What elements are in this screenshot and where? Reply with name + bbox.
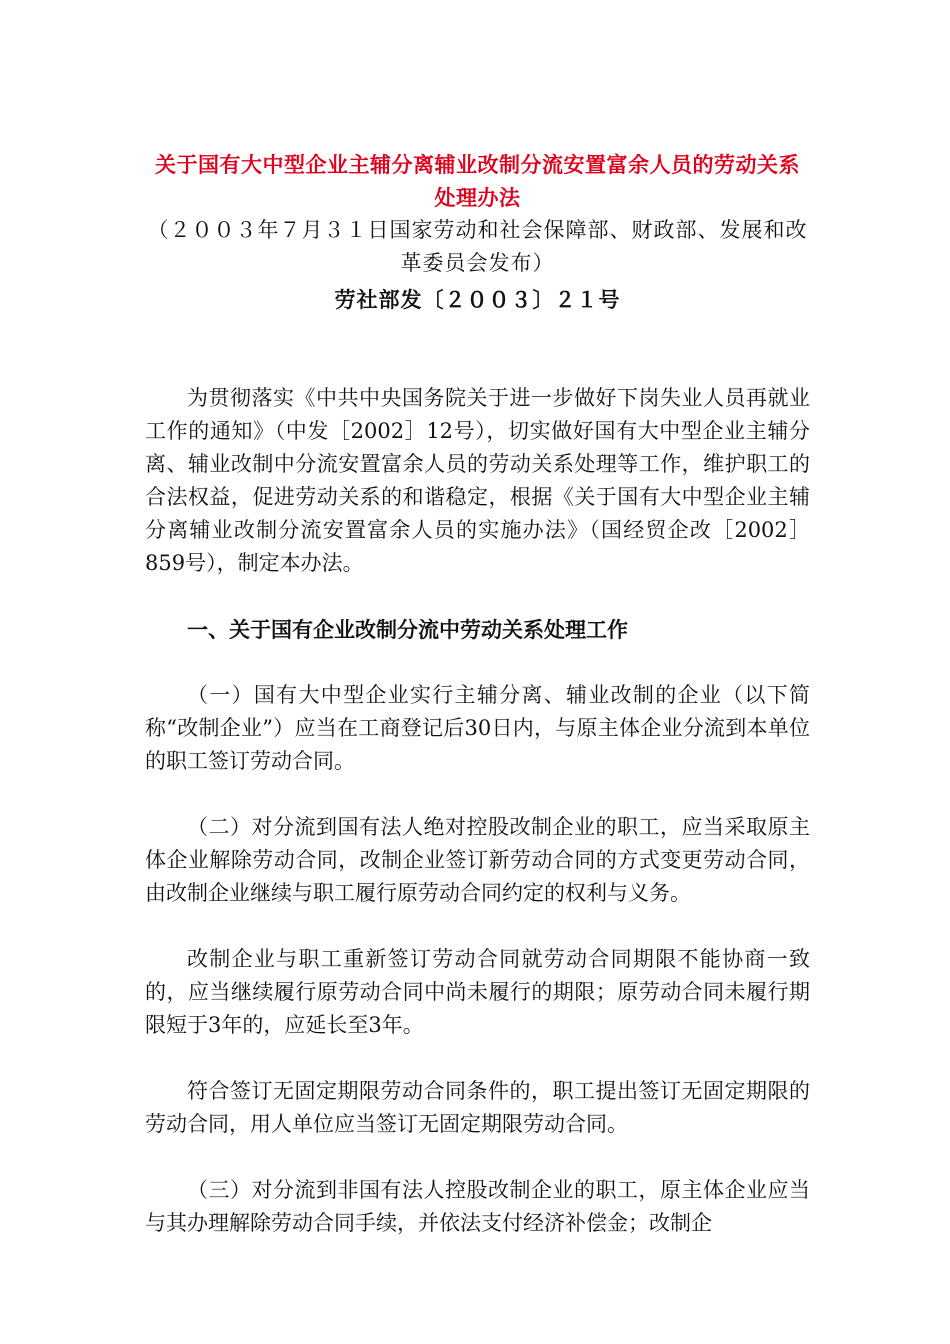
spacer [145, 1042, 810, 1075]
spacer [145, 580, 810, 613]
intro-paragraph: 为贯彻落实《中共中央国务院关于进一步做好下岗失业人员再就业工作的通知》（中发［2002］12号），切实做好国有大中型企业主辅分离、辅业改制中分流安置富余人员的劳动关系处理等工作，维护职工的合法权益，促进劳动关系的和谐稳定，根据《关于国有大中型企业主辅分离辅业改制分流安置富余人员的实施办法》（国经贸企改［2002］859号），制定本办法。 [145, 386, 810, 575]
section-heading: 一、关于国有企业改制分流中劳动关系处理工作 [187, 617, 628, 642]
paragraph-item-1: （一）国有大中型企业实行主辅分离、辅业改制的企业（以下简称“改制企业”）应当在工商登记后30日内，与原主体企业分流到本单位的职工签订劳动合同。 [145, 683, 810, 773]
spacer [145, 316, 810, 382]
spacer [145, 1141, 810, 1174]
paragraph-item-3: （三）对分流到非国有法人控股改制企业的职工，原主体企业应当与其办理解除劳动合同手续，并依法支付经济补偿金；改制企 [145, 1178, 810, 1235]
spacer [145, 778, 810, 811]
document-subtitle: （２００３年７月３１日国家劳动和社会保障部、财政部、发展和改革委员会发布） [147, 218, 808, 275]
spacer [145, 910, 810, 943]
document-number: 劳社部发〔２００３〕２１号 [334, 287, 621, 312]
document-page [145, 148, 810, 1240]
document-title: 关于国有大中型企业主辅分离辅业改制分流安置富余人员的劳动关系处理办法 [155, 152, 800, 210]
paragraph-item-2-openended: 符合签订无固定期限劳动合同条件的，职工提出签订无固定期限的劳动合同，用人单位应当签订无固定期限劳动合同。 [145, 1079, 810, 1136]
paragraph-item-2-term: 改制企业与职工重新签订劳动合同就劳动合同期限不能协商一致的，应当继续履行原劳动合同中尚未履行的期限；原劳动合同未履行期限短于3年的，应延长至3年。 [145, 947, 810, 1037]
spacer [145, 646, 810, 679]
paragraph-item-2: （二）对分流到国有法人绝对控股改制企业的职工，应当采取原主体企业解除劳动合同，改制企业签订新劳动合同的方式变更劳动合同，由改制企业继续与职工履行原劳动合同约定的权利与义务。 [145, 815, 810, 905]
